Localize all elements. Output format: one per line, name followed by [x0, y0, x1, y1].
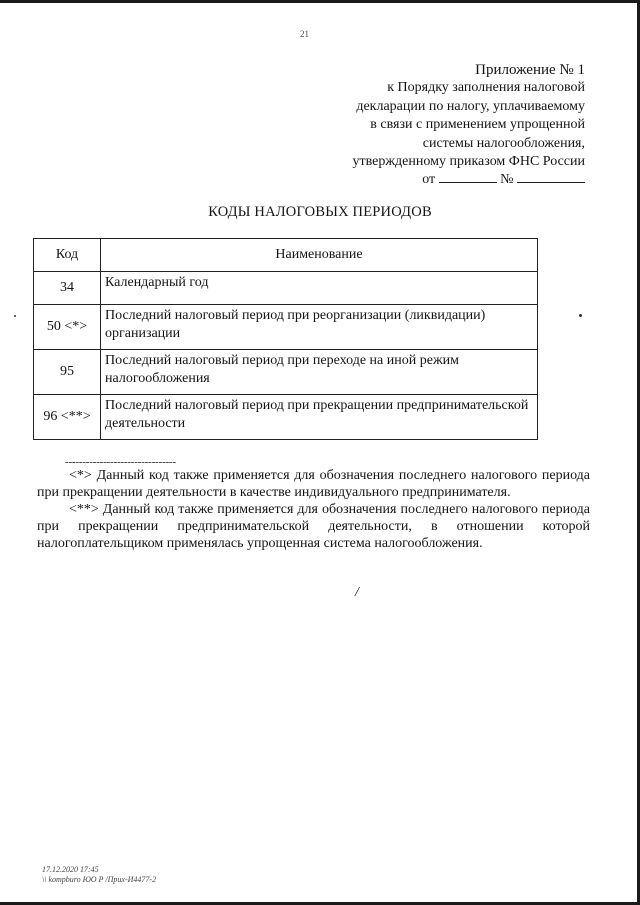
appendix-line: системы налогообложения,: [422, 135, 585, 151]
date-blank: [439, 171, 497, 183]
number-sign: №: [500, 172, 514, 188]
tax-period-codes-table: [33, 238, 538, 440]
appendix-date-line: [330, 171, 585, 189]
footnote-2: <**> Данный код также применяется для обозначения последнего налогового периода при прекращении предпринимательской деятельности, в отношении которой налогоплательщиком применялась упрощенная система налогообложения.: [37, 502, 590, 551]
date-prefix: от: [422, 172, 436, 188]
table-row: [34, 350, 538, 395]
appendix-line: в связи с применением упрощенной: [370, 117, 585, 133]
appendix-line: декларации по налогу, уплачиваемому: [356, 98, 585, 114]
number-blank: [517, 171, 585, 183]
appendix-block: [330, 61, 585, 190]
print-stamp: [42, 865, 156, 884]
name-cell: Календарный год: [101, 272, 538, 305]
scan-speck: [14, 315, 16, 317]
stamp-path: \\ kompburo ЮО Р /Приx-И4477-2: [42, 874, 157, 884]
table-row: [34, 272, 538, 305]
footnotes: [37, 467, 590, 552]
stamp-timestamp: 17.12.2020 17:45: [42, 865, 99, 874]
document-heading: КОДЫ НАЛОГОВЫХ ПЕРИОДОВ: [208, 204, 432, 220]
code-cell: 95: [34, 350, 101, 395]
column-header-code: Код: [34, 239, 101, 272]
footnote-1: <*> Данный код также применяется для обозначения последнего налогового периода при прекращении деятельности в качестве индивидуального предпринимателя.: [37, 468, 590, 500]
scan-edge-top: [0, 0, 640, 3]
name-cell: Последний налоговый период при реорганизации (ликвидации) организации: [101, 305, 538, 350]
page-number: 21: [300, 29, 309, 39]
handwritten-mark: /: [355, 585, 359, 600]
table-header-row: [34, 239, 538, 272]
table-row: [34, 305, 538, 350]
code-cell: 50 <*>: [34, 305, 101, 350]
name-cell: Последний налоговый период при прекращении предпринимательской деятельности: [101, 395, 538, 440]
appendix-line: утвержденному приказом ФНС России: [352, 154, 585, 170]
code-cell: 96 <**>: [34, 395, 101, 440]
column-header-name: Наименование: [101, 239, 538, 272]
appendix-title: Приложение № 1: [475, 62, 585, 78]
code-cell: 34: [34, 272, 101, 305]
appendix-line: к Порядку заполнения налоговой: [387, 80, 585, 96]
table-row: [34, 395, 538, 440]
footnote-divider: --------------------------------: [65, 456, 176, 468]
name-cell: Последний налоговый период при переходе на иной режим налогообложения: [101, 350, 538, 395]
scan-speck: [579, 314, 582, 317]
